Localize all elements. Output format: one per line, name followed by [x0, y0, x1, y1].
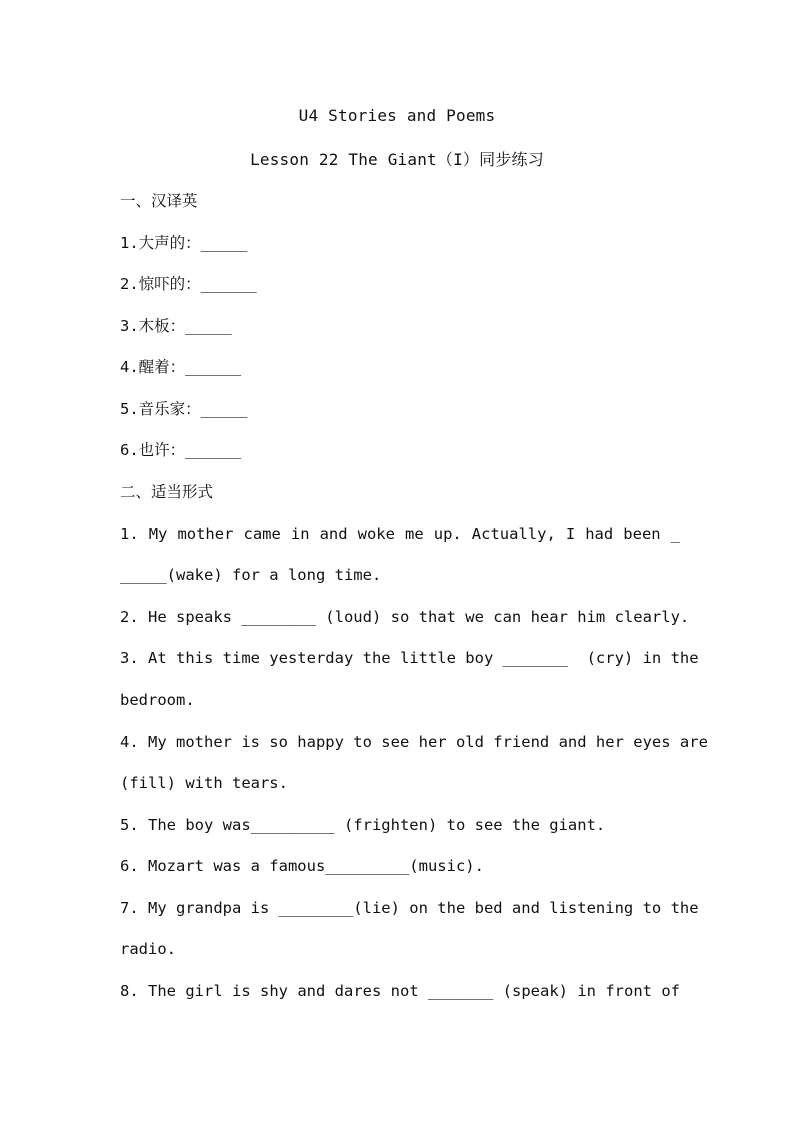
unit-title: U4 Stories and Poems [298, 106, 496, 125]
exercise-line: bedroom. [120, 691, 195, 709]
translation-item-1: 1.大声的：_____ [120, 234, 248, 252]
translation-item-6: 6.也许：______ [120, 441, 242, 459]
exercise-line: 5. The boy was_________ (frighten) to see the giant. [120, 816, 606, 834]
exercise-line: 4. My mother is so happy to see her old friend and her eyes are [120, 733, 708, 751]
exercise-line: radio. [120, 940, 176, 958]
translation-item-5: 5.音乐家：_____ [120, 400, 248, 418]
exercise-line: 7. My grandpa is ________(lie) on the bed and listening to the [120, 899, 699, 917]
lesson-title: Lesson 22 The Giant（I）同步练习 [250, 150, 544, 169]
exercise-line: 6. Mozart was a famous_________(music). [120, 857, 484, 875]
exercise-line: 8. The girl is shy and dares not _______ (speak) in front of [120, 982, 680, 1000]
section-1-heading: 一、汉译英 [120, 192, 198, 210]
exercise-line: _____(wake) for a long time. [120, 566, 382, 584]
section-2-heading: 二、适当形式 [120, 483, 214, 501]
translation-item-2: 2.惊吓的：______ [120, 275, 257, 293]
exercise-line: 3. At this time yesterday the little boy _______ (cry) in the [120, 649, 699, 667]
translation-item-4: 4.醒着：______ [120, 358, 242, 376]
exercise-line: 1. My mother came in and woke me up. Actually, I had been _ [120, 525, 680, 543]
exercise-line: (fill) with tears. [120, 774, 288, 792]
translation-item-3: 3.木板：_____ [120, 317, 232, 335]
exercise-line: 2. He speaks ________ (loud) so that we can hear him clearly. [120, 608, 690, 626]
